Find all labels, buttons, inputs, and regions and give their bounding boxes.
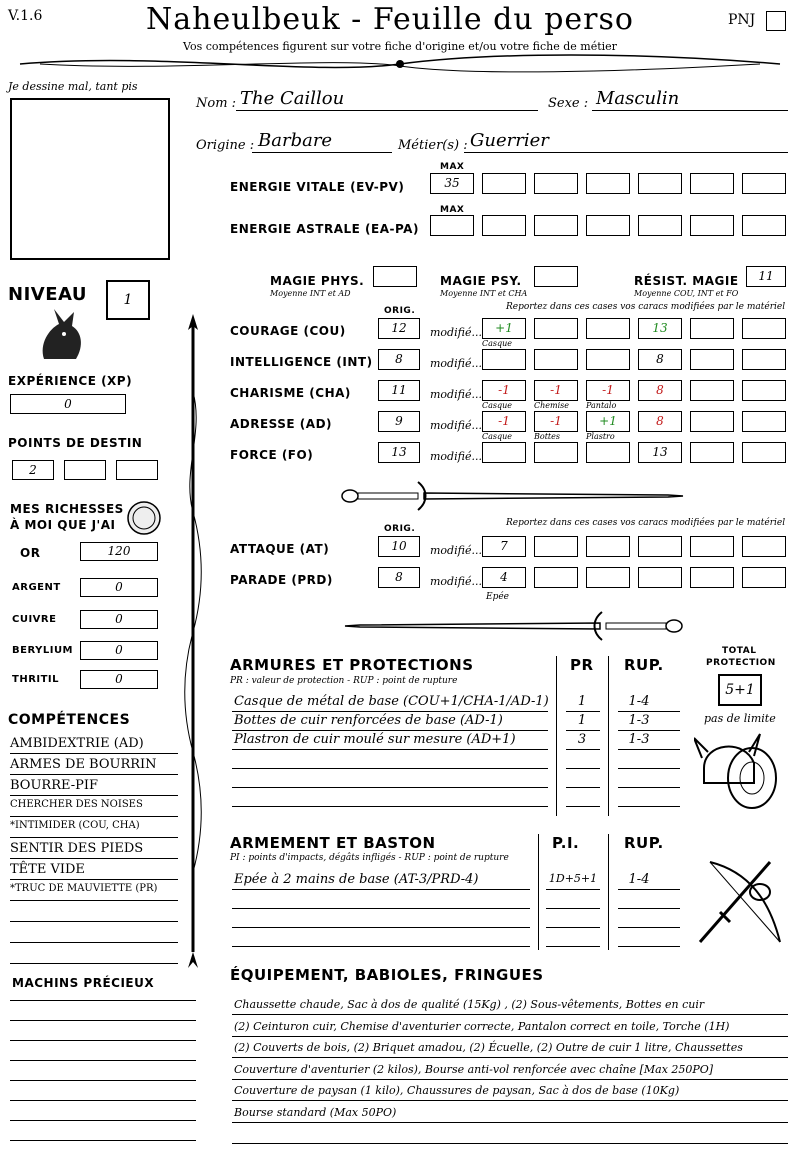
- origine-label: Origine :: [196, 138, 255, 153]
- arme-pi: 1D+5+1: [548, 872, 598, 885]
- ea-box-3[interactable]: [586, 215, 630, 236]
- equipement-line: [232, 1122, 788, 1123]
- coin-icon: [126, 500, 162, 536]
- sexe-value[interactable]: Masculin: [596, 88, 680, 109]
- equipement-line: [232, 1100, 788, 1101]
- armures-pr-header: PR: [570, 656, 594, 674]
- combat-mod-value: 7: [500, 539, 508, 553]
- armure-pr-line: [566, 787, 600, 788]
- carac-mod-box[interactable]: [586, 318, 630, 339]
- carac-mod-box[interactable]: [482, 380, 526, 401]
- carac-mod-value: +1: [599, 414, 617, 428]
- competence-line: [10, 753, 178, 754]
- dragon-icon: [34, 304, 88, 364]
- armure-rup-line: [618, 787, 680, 788]
- carac-mod-box[interactable]: [534, 349, 578, 370]
- carac-mod-box[interactable]: [534, 380, 578, 401]
- carac-mod-box[interactable]: [690, 442, 734, 463]
- modifie-label: modifié...: [430, 357, 482, 370]
- combat-mod-box[interactable]: [534, 567, 578, 588]
- carac-mod-box[interactable]: [742, 318, 786, 339]
- carac-mod-box[interactable]: [638, 442, 682, 463]
- armures-rup-header: RUP.: [624, 656, 664, 674]
- carac-mod-box[interactable]: [586, 411, 630, 432]
- armures-title: ARMURES ET PROTECTIONS: [230, 656, 474, 674]
- carac-mod-value: -1: [550, 414, 562, 428]
- equipement-line-text[interactable]: (2) Couverts de bois, (2) Briquet amadou, (2) Écuelle, (2) Outre de cuir 1 litre, Chaussettes: [234, 1041, 743, 1054]
- equipement-line-text[interactable]: Couverture d'aventurier (2 kilos), Bourse anti-vol renforcée avec chaîne [Max 250PO]: [234, 1063, 714, 1076]
- combat-mod-box[interactable]: [742, 536, 786, 557]
- magie-phys-sub: Moyenne INT et AD: [270, 289, 351, 298]
- combat-mod-box[interactable]: [482, 567, 526, 588]
- carac-mod-box[interactable]: [482, 442, 526, 463]
- combat-orig-box[interactable]: [378, 536, 420, 557]
- arme-rup-line: [618, 927, 680, 928]
- ev-max-value: 35: [444, 176, 460, 190]
- modifie-label: modifié...: [430, 544, 482, 557]
- equipement-line-text[interactable]: Bourse standard (Max 50PO): [234, 1106, 397, 1119]
- carac-final-value: 8: [656, 383, 664, 397]
- carac-orig-value: 13: [391, 445, 407, 459]
- portrait-label: Je dessine mal, tant pis: [8, 80, 138, 93]
- money-value: 0: [115, 672, 123, 686]
- competence-item[interactable]: AMBIDEXTRIE (AD): [10, 736, 144, 751]
- machins-label: MACHINS PRÉCIEUX: [12, 976, 155, 990]
- armure-rup-line: [618, 749, 680, 750]
- xp-value: 0: [64, 397, 72, 411]
- armure-pr-line: [566, 749, 600, 750]
- money-value: 0: [115, 612, 123, 626]
- carac-mod-box[interactable]: [742, 380, 786, 401]
- armure-line: [232, 711, 548, 712]
- metier-value[interactable]: Guerrier: [470, 130, 549, 151]
- competence-line: [10, 963, 178, 964]
- sword-ornament-1: [338, 476, 688, 516]
- header-ornament: [10, 52, 790, 76]
- total-protection-label-2: PROTECTION: [706, 658, 776, 668]
- ev-box-2[interactable]: [534, 173, 578, 194]
- equipement-line: [232, 1036, 788, 1037]
- staff-ornament: [180, 312, 206, 972]
- carac-mod-box[interactable]: [482, 349, 526, 370]
- carac-mod-box[interactable]: [638, 411, 682, 432]
- carac-note: Reportez dans ces cases vos caracs modifiées par le matériel: [506, 302, 786, 312]
- armement-pi-header: P.I.: [552, 834, 580, 852]
- money-value: 0: [115, 580, 123, 594]
- carac-orig-value: 12: [391, 321, 407, 335]
- armement-rup-header: RUP.: [624, 834, 664, 852]
- richesses-label-2: À MOI QUE J'AI: [10, 518, 116, 532]
- modifie-label: modifié...: [430, 326, 482, 339]
- destin-label: POINTS DE DESTIN: [8, 436, 143, 450]
- carac-mod-value: +1: [495, 321, 513, 335]
- carac-final-value: 13: [652, 321, 668, 335]
- armure-pr-line: [566, 768, 600, 769]
- money-value: 120: [107, 544, 131, 558]
- carac-mod-value: -1: [498, 414, 510, 428]
- arme-rup-line: [618, 889, 680, 890]
- equipement-line: [232, 1014, 788, 1015]
- money-label: THRITIL: [12, 674, 60, 685]
- competence-item[interactable]: TÊTE VIDE: [10, 862, 85, 877]
- carac-mod-box[interactable]: [586, 380, 630, 401]
- equipement-line-text[interactable]: Couverture de paysan (1 kilo), Chaussures de paysan, Sac à dos de base (10Kg): [234, 1084, 680, 1097]
- carac-label: CHARISME (CHA): [230, 386, 351, 400]
- armure-rup: 1-3: [628, 732, 650, 747]
- combat-mod-box[interactable]: [638, 567, 682, 588]
- total-protection-box[interactable]: [718, 674, 762, 706]
- sexe-label: Sexe :: [548, 96, 589, 111]
- competence-line: [10, 942, 178, 943]
- magie-psy-sub: Moyenne INT et CHA: [440, 289, 528, 298]
- carac-mod-box[interactable]: [534, 442, 578, 463]
- arme-pi-line: [546, 889, 600, 890]
- carac-mod-value: -1: [602, 383, 614, 397]
- carac-mod-box[interactable]: [534, 411, 578, 432]
- niveau-box[interactable]: [106, 280, 150, 320]
- magie-phys-label: MAGIE PHYS.: [270, 274, 365, 288]
- carac-mod-box[interactable]: [638, 380, 682, 401]
- weapons-icon: [690, 852, 790, 952]
- modifie-label: modifié...: [430, 419, 482, 432]
- equipement-line-text[interactable]: Chaussette chaude, Sac à dos de qualité (15Kg) , (2) Sous-vêtements, Bottes en cuir: [234, 998, 705, 1011]
- money-label: OR: [20, 546, 41, 560]
- money-box[interactable]: [80, 641, 158, 660]
- armure-pr: 1: [577, 694, 587, 709]
- armure-line: [232, 806, 548, 807]
- combat-mod-box[interactable]: [690, 536, 734, 557]
- resist-magie-label: RÉSIST. MAGIE: [634, 274, 739, 288]
- armure-line: [232, 768, 548, 769]
- origine-value[interactable]: Barbare: [258, 130, 333, 151]
- orig-header: ORIG.: [384, 306, 416, 316]
- ev-box-3[interactable]: [586, 173, 630, 194]
- carac-orig-box[interactable]: [378, 349, 420, 370]
- carac-mod-box[interactable]: [690, 318, 734, 339]
- arme-name[interactable]: Epée à 2 mains de base (AT-3/PRD-4): [234, 872, 479, 887]
- money-box[interactable]: [80, 578, 158, 597]
- total-protection-value: 5+1: [725, 682, 755, 698]
- armure-line: [232, 749, 548, 750]
- combat-mod-box[interactable]: [586, 567, 630, 588]
- carac-mod-note: Bottes: [534, 432, 560, 441]
- carac-mod-note: Plastro: [586, 432, 615, 441]
- carac-mod-box[interactable]: [690, 411, 734, 432]
- carac-final-value: 13: [652, 445, 668, 459]
- nom-value[interactable]: The Caillou: [240, 88, 345, 109]
- money-label: BERYLIUM: [12, 645, 74, 656]
- modifie-label: modifié...: [430, 388, 482, 401]
- portrait-box[interactable]: [10, 98, 170, 260]
- total-protection-note: pas de limite: [704, 712, 776, 725]
- competence-line: [10, 795, 178, 796]
- equipement-line: [232, 1079, 788, 1080]
- competence-line: [10, 774, 178, 775]
- armure-line: [232, 787, 548, 788]
- machins-line: [10, 1100, 196, 1101]
- armure-pr-line: [566, 711, 600, 712]
- armure-rup: 1-4: [628, 694, 650, 709]
- arme-rup: 1-4: [628, 872, 650, 887]
- combat-mod-box[interactable]: [690, 567, 734, 588]
- combat-mod-value: 4: [500, 570, 508, 584]
- armure-rup-line: [618, 711, 680, 712]
- pnj-checkbox[interactable]: [766, 11, 786, 31]
- machins-line: [10, 1140, 196, 1141]
- competence-item[interactable]: CHERCHER DES NOISES: [10, 799, 143, 810]
- carac-label: COURAGE (COU): [230, 324, 346, 338]
- pnj-label: PNJ: [728, 12, 756, 28]
- competences-label: COMPÉTENCES: [8, 712, 131, 728]
- ev-box-5[interactable]: [690, 173, 734, 194]
- carac-orig-value: 11: [391, 383, 407, 397]
- carac-orig-value: 8: [395, 352, 403, 366]
- ea-box-2[interactable]: [534, 215, 578, 236]
- resist-magie-box[interactable]: [746, 266, 786, 287]
- combat-label: ATTAQUE (AT): [230, 542, 330, 556]
- carac-mod-box[interactable]: [534, 318, 578, 339]
- niveau-value: 1: [123, 292, 133, 308]
- carac-mod-box[interactable]: [586, 442, 630, 463]
- page-title: Naheulbeuk - Feuille du perso: [146, 2, 634, 37]
- carac-mod-note: Pantalo: [586, 401, 617, 410]
- destin-value-1: 2: [29, 463, 37, 477]
- competence-item[interactable]: SENTIR DES PIEDS: [10, 841, 144, 856]
- carac-mod-box[interactable]: [742, 442, 786, 463]
- money-box[interactable]: [80, 610, 158, 629]
- carac-final-value: 8: [656, 352, 664, 366]
- competence-line: [10, 879, 178, 880]
- money-box[interactable]: [80, 542, 158, 561]
- resist-magie-sub: Moyenne COU, INT et FO: [634, 289, 739, 298]
- destin-box-1[interactable]: [12, 460, 54, 480]
- nom-label: Nom :: [196, 96, 237, 111]
- carac-orig-box[interactable]: [378, 380, 420, 401]
- carac-label: ADRESSE (AD): [230, 417, 333, 431]
- carac-label: FORCE (FO): [230, 448, 314, 462]
- carac-orig-value: 9: [395, 414, 403, 428]
- carac-mod-box[interactable]: [690, 380, 734, 401]
- xp-label: EXPÉRIENCE (XP): [8, 374, 133, 388]
- carac-orig-box[interactable]: [378, 318, 420, 339]
- ea-max-box[interactable]: [430, 215, 474, 236]
- metier-label: Métier(s) :: [398, 138, 468, 153]
- carac-mod-box[interactable]: [638, 318, 682, 339]
- carac-final-value: 8: [656, 414, 664, 428]
- xp-box[interactable]: [10, 394, 126, 414]
- destin-box-3[interactable]: [116, 460, 158, 480]
- armure-rup-line: [618, 768, 680, 769]
- resist-magie-value: 11: [758, 269, 774, 283]
- money-box[interactable]: [80, 670, 158, 689]
- ev-max-box[interactable]: [430, 173, 474, 194]
- ea-label: ENERGIE ASTRALE (EA-PA): [230, 222, 419, 236]
- carac-mod-value: -1: [550, 383, 562, 397]
- carac-mod-box[interactable]: [742, 411, 786, 432]
- carac-mod-box[interactable]: [690, 349, 734, 370]
- competence-line: [10, 921, 178, 922]
- ev-label: ENERGIE VITALE (EV-PV): [230, 180, 405, 194]
- armure-pr: 1: [577, 713, 587, 728]
- armures-sub: PR : valeur de protection - RUP : point de rupture: [230, 676, 458, 686]
- carac-mod-box[interactable]: [482, 318, 526, 339]
- modifie-label: modifié...: [430, 575, 482, 588]
- carac-mod-box[interactable]: [586, 349, 630, 370]
- destin-box-2[interactable]: [64, 460, 106, 480]
- arme-line: [232, 889, 530, 890]
- richesses-label-1: MES RICHESSES: [10, 502, 124, 516]
- money-label: CUIVRE: [12, 614, 57, 625]
- competence-line: [10, 837, 178, 838]
- carac-mod-note: Casque: [482, 339, 513, 348]
- machins-line: [10, 1080, 196, 1081]
- armement-title: ARMEMENT ET BASTON: [230, 834, 436, 852]
- armement-sub: PI : points d'impacts, dégâts infligés - RUP : point de rupture: [230, 853, 509, 863]
- sword-ornament-2: [340, 606, 690, 646]
- combat-note: Epée: [486, 592, 509, 602]
- carac-mod-box[interactable]: [742, 349, 786, 370]
- equipement-line: [232, 1143, 788, 1144]
- carac-mod-note: Chemise: [534, 401, 569, 410]
- ev-max-label: MAX: [440, 162, 465, 172]
- arme-line: [232, 946, 530, 947]
- carac-label: INTELLIGENCE (INT): [230, 355, 373, 369]
- combat-mod-box[interactable]: [742, 567, 786, 588]
- money-value: 0: [115, 643, 123, 657]
- carac-mod-note: Casque: [482, 401, 513, 410]
- ev-box-4[interactable]: [638, 173, 682, 194]
- ev-box-1[interactable]: [482, 173, 526, 194]
- machins-line: [10, 1040, 196, 1041]
- arme-rup-line: [618, 946, 680, 947]
- carac-note-2: Reportez dans ces cases vos caracs modifiées par le matériel: [506, 518, 786, 528]
- carac-mod-box[interactable]: [638, 349, 682, 370]
- niveau-label: NIVEAU: [8, 284, 87, 305]
- arme-line: [232, 908, 530, 909]
- carac-mod-value: -1: [498, 383, 510, 397]
- combat-orig-value: 10: [391, 539, 407, 553]
- combat-mod-box[interactable]: [586, 536, 630, 557]
- combat-mod-box[interactable]: [482, 536, 526, 557]
- page-subtitle: Vos compétences figurent sur votre fiche d'origine et/ou votre fiche de métier: [183, 40, 617, 53]
- competence-item[interactable]: BOURRE-PIF: [10, 778, 99, 793]
- competence-item[interactable]: ARMES DE BOURRIN: [10, 757, 157, 772]
- armure-pr-line: [566, 806, 600, 807]
- combat-mod-box[interactable]: [534, 536, 578, 557]
- equipement-line-text[interactable]: (2) Ceinturon cuir, Chemise d'aventurier correcte, Pantalon correct en toile, Torche (1H): [234, 1020, 730, 1033]
- armure-line: [232, 730, 548, 731]
- combat-orig-value: 8: [395, 570, 403, 584]
- helmet-shield-icon: [694, 728, 784, 814]
- arme-pi-line: [546, 946, 600, 947]
- armure-rup-line: [618, 730, 680, 731]
- ea-box-4[interactable]: [638, 215, 682, 236]
- armure-rup-line: [618, 806, 680, 807]
- carac-mod-note: Casque: [482, 432, 513, 441]
- competence-line: [10, 900, 178, 901]
- armure-rup: 1-3: [628, 713, 650, 728]
- machins-line: [10, 1020, 196, 1021]
- version-label: V.1.6: [8, 8, 43, 24]
- competence-item[interactable]: *TRUC DE MAUVIETTE (PR): [10, 883, 158, 894]
- armure-name[interactable]: Casque de métal de base (COU+1/CHA-1/AD-1): [234, 694, 549, 709]
- competence-line: [10, 816, 178, 817]
- combat-mod-box[interactable]: [638, 536, 682, 557]
- ev-box-6[interactable]: [742, 173, 786, 194]
- magie-psy-box[interactable]: [534, 266, 578, 287]
- money-label: ARGENT: [12, 582, 61, 593]
- arme-line: [232, 927, 530, 928]
- arme-rup-line: [618, 908, 680, 909]
- arme-pi-line: [546, 908, 600, 909]
- arme-pi-line: [546, 927, 600, 928]
- carac-mod-box[interactable]: [482, 411, 526, 432]
- machins-line: [10, 1120, 196, 1121]
- machins-line: [10, 1060, 196, 1061]
- competence-line: [10, 858, 178, 859]
- equipement-title: ÉQUIPEMENT, BABIOLES, FRINGUES: [230, 966, 544, 984]
- magie-psy-label: MAGIE PSY.: [440, 274, 522, 288]
- ea-box-5[interactable]: [690, 215, 734, 236]
- magie-phys-box[interactable]: [373, 266, 417, 287]
- armure-pr-line: [566, 730, 600, 731]
- armure-pr: 3: [577, 732, 587, 747]
- combat-label: PARADE (PRD): [230, 573, 333, 587]
- orig-header-2: ORIG.: [384, 524, 416, 534]
- modifie-label: modifié...: [430, 450, 482, 463]
- total-protection-label-1: TOTAL: [722, 646, 757, 656]
- armure-name[interactable]: Plastron de cuir moulé sur mesure (AD+1): [234, 732, 516, 747]
- armure-name[interactable]: Bottes de cuir renforcées de base (AD-1): [234, 713, 503, 728]
- equipement-line: [232, 1057, 788, 1058]
- combat-orig-box[interactable]: [378, 567, 420, 588]
- carac-orig-box[interactable]: [378, 411, 420, 432]
- carac-orig-box[interactable]: [378, 442, 420, 463]
- competence-item[interactable]: *INTIMIDER (COU, CHA): [10, 820, 140, 831]
- ea-max-label: MAX: [440, 205, 465, 215]
- machins-line: [10, 1000, 196, 1001]
- ea-box-6[interactable]: [742, 215, 786, 236]
- ea-box-1[interactable]: [482, 215, 526, 236]
